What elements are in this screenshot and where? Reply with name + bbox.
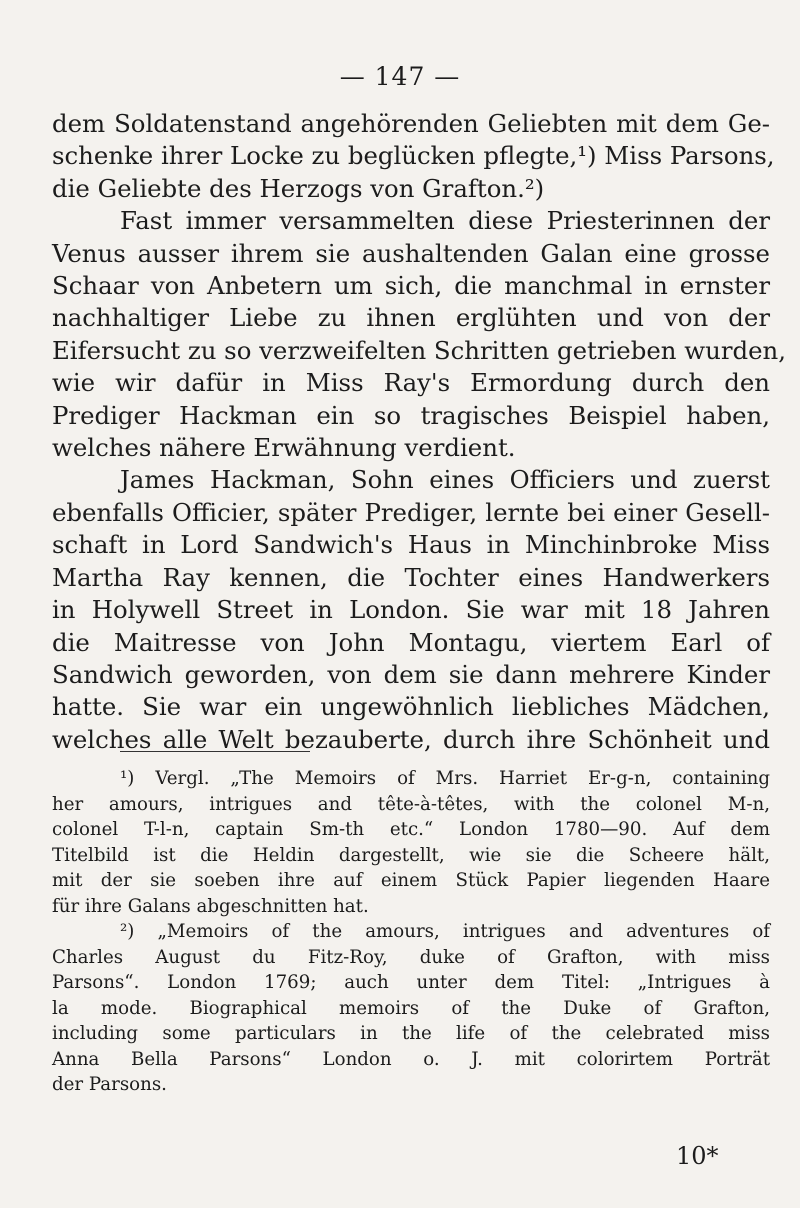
text-line: dem Soldatenstand angehörenden Geliebten mit dem Ge- (52, 109, 770, 138)
page-number-header: — 147 — (339, 62, 461, 91)
text-line: Sandwich geworden, von dem sie dann mehrere Kinder (52, 659, 770, 689)
footnote-line: Anna Bella Parsons“ London o. J. mit colorirtem Porträt (52, 1048, 770, 1070)
footnote-line: ²) „Memoirs of the amours, intrigues and adventures of (120, 921, 770, 942)
footnote-line: der Parsons. (52, 1074, 167, 1095)
text-line: Schaar von Anbetern um sich, die manchmal in ernster (52, 271, 770, 301)
footnote-line: including some particulars in the life of the celebrated miss (52, 1023, 770, 1044)
text-line: schenke ihrer Locke zu beglücken pflegte,¹) Miss Parsons, (52, 141, 775, 171)
footnote-line: Titelbild ist die Heldin dargestellt, wie sie die Scheere hält, (52, 844, 770, 866)
footnote-line: la mode. Biographical memoirs of the Duke of Grafton, (52, 997, 770, 1019)
footnote-line: Parsons“. London 1769; auch unter dem Titel: „Intrigues à (52, 972, 770, 993)
text-line: hatte. Sie war ein ungewöhnlich liebliches Mädchen, (52, 692, 770, 722)
footnote-line: her amours, intrigues and tête-à-têtes, with the colonel M-n, (52, 793, 770, 815)
footnote-line: mit der sie soeben ihre auf einem Stück Papier liegenden Haare (52, 870, 770, 891)
text-line: Martha Ray kennen, die Tochter eines Handwerkers (52, 562, 770, 592)
signature-mark: 10* (676, 1142, 719, 1170)
text-line: Prediger Hackman ein so tragisches Beispiel haben, (52, 400, 770, 430)
footnote-line: Charles August du Fitz-Roy, duke of Grafton, with miss (52, 946, 770, 968)
text-line: Fast immer versammelten diese Priesterinnen der (120, 206, 770, 236)
footnotes (52, 766, 770, 1098)
footnote-line: ¹) Vergl. „The Memoirs of Mrs. Harriet Er-g-n, containing (120, 768, 770, 789)
text-line: schaft in Lord Sandwich's Haus in Minchinbroke Miss (52, 530, 770, 560)
footnote-line: für ihre Galans abgeschnitten hat. (52, 895, 369, 917)
text-line: welches nähere Erwähnung verdient. (52, 433, 516, 463)
footnote-divider (120, 751, 310, 752)
text-line: welches alle Welt bezauberte, durch ihre Schönheit und (52, 724, 770, 754)
text-line: Venus ausser ihrem sie aushaltenden Galan eine grosse (52, 238, 770, 268)
text-line: wie wir dafür in Miss Ray's Ermordung durch den (52, 368, 770, 398)
text-line: ebenfalls Officier, später Prediger, lernte bei einer Gesell- (52, 497, 770, 527)
footnote-line: colonel T-l-n, captain Sm-th etc.“ London 1780—90. Auf dem (52, 819, 770, 840)
text-line: die Geliebte des Herzogs von Grafton.²) (52, 173, 545, 203)
text-line: James Hackman, Sohn eines Officiers und zuerst (120, 465, 770, 495)
text-line: in Holywell Street in London. Sie war mit 18 Jahren (52, 595, 770, 625)
text-line: nachhaltiger Liebe zu ihnen erglühten und von der (52, 303, 770, 333)
main-text (52, 108, 786, 756)
text-line: die Maitresse von John Montagu, viertem Earl of (52, 627, 770, 657)
text-line: Eifersucht zu so verzweifelten Schritten getrieben wurden, (52, 335, 786, 365)
